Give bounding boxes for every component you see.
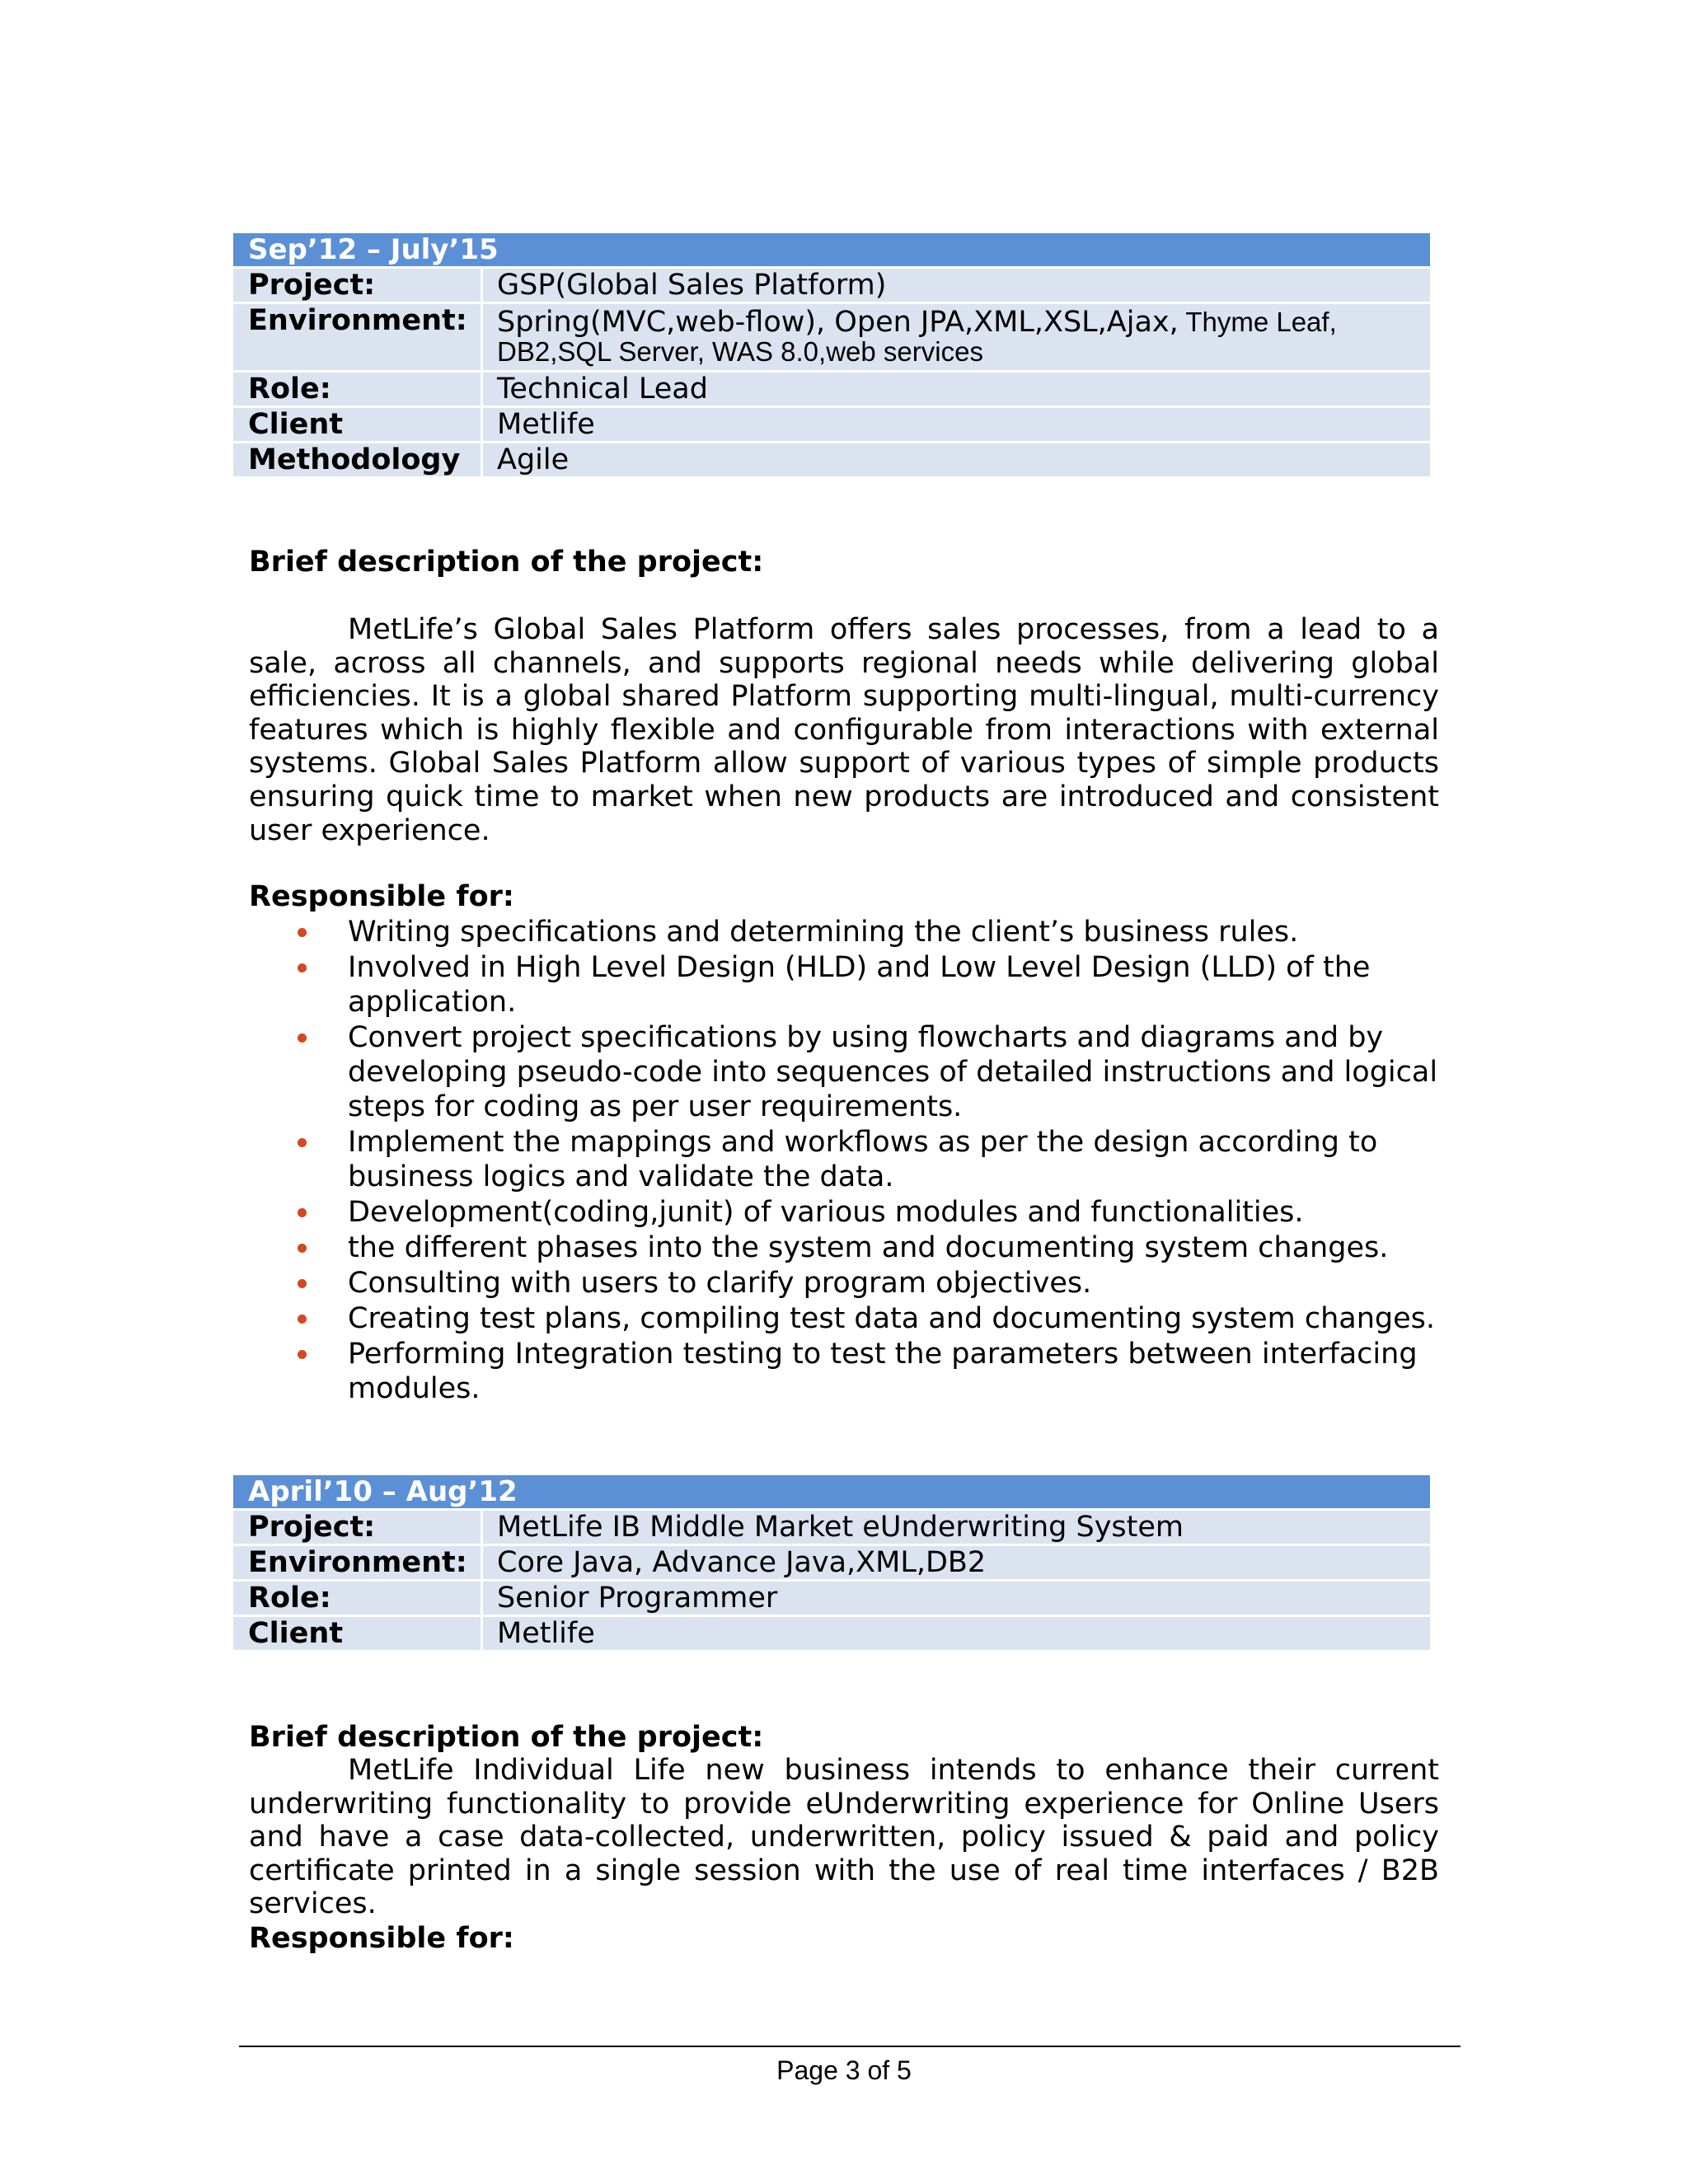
project-row [233,373,1430,405]
project-description [249,1754,1439,1921]
row-value: Metlife [483,408,1430,441]
list-item: Implement the mappings and workflows as per the design according to business logics and validate the data. [249,1125,1439,1194]
row-value: Agile [483,443,1430,476]
bullet-icon [298,928,307,937]
row-label: Project: [233,1511,481,1544]
row-value: MetLife IB Middle Market eUnderwriting System [483,1511,1430,1544]
bullet-icon [298,963,307,972]
environment-line-1: Spring(MVC,web-flow), Open JPA,XML,XSL,Ajax, [497,306,1179,339]
row-value: GSP(Global Sales Platform) [483,269,1430,302]
list-item: Consulting with users to clarify program objectives. [249,1266,1439,1301]
brief-description-heading: Brief description of the project: [249,546,764,579]
page-number: Page 3 of 5 [776,2055,912,2085]
project-row [233,269,1430,302]
row-label: Environment: [233,304,481,370]
row-label: Client [233,408,481,441]
bullet-icon [298,1138,307,1147]
bullet-icon [298,1315,307,1324]
bullet-icon [298,1208,307,1217]
project-description-text: MetLife’s Global Sales Platform offers sales processes, from a lead to a sale, across all channels, and supports regional needs while delivering global efficiencies. It is a global shared Platform supporting multi-lingual, multi-currency features which is highly flexible and configurable from interactions with external systems. Global Sales Platform allow support of various types of simple products ensuring quick time to market when new products are introduced and consistent user experience. [249,613,1439,847]
list-item: the different phases into the system and documenting system changes. [249,1230,1439,1265]
responsibilities-list [249,915,1439,1407]
row-value: Senior Programmer [483,1582,1430,1615]
bullet-icon [298,1279,307,1288]
project-table-1 [233,233,1430,476]
row-value: Core Java, Advance Java,XML,DB2 [483,1546,1430,1579]
project-row [233,304,1430,370]
project-row [233,443,1430,476]
row-value: Metlife [483,1617,1430,1650]
project-row [233,1546,1430,1579]
bullet-icon [298,1350,307,1359]
project-period-header: April’10 – Aug’12 [233,1475,1430,1508]
project-row [233,1511,1430,1544]
footer-divider [239,2046,1461,2047]
row-value [483,304,1430,370]
project-row [233,1617,1430,1650]
environment-line-2: DB2,SQL Server, WAS 8.0,web services [497,336,983,367]
row-label: Role: [233,373,481,405]
row-label: Methodology [233,443,481,476]
list-item: Involved in High Level Design (HLD) and Low Level Design (LLD) of the application. [249,950,1439,1019]
list-item: Writing specifications and determining the client’s business rules. [249,915,1439,949]
row-value: Technical Lead [483,373,1430,405]
brief-description-heading: Brief description of the project: [249,1721,764,1754]
list-item: Performing Integration testing to test the parameters between interfacing modules. [249,1337,1439,1406]
project-description [249,613,1439,847]
row-label: Environment: [233,1546,481,1579]
project-period-header: Sep’12 – July’15 [233,233,1430,266]
row-label: Role: [233,1582,481,1615]
row-label: Project: [233,269,481,302]
list-item: Development(coding,junit) of various modules and functionalities. [249,1195,1439,1230]
project-description-text: MetLife Individual Life new business intends to enhance their current underwriting functionality to provide eUnderwriting experience for Online Users and have a case data-collected, underwritten, policy issued & paid and policy certificate printed in a single session with the use of real time interfaces / B2B services. [249,1754,1439,1921]
project-row [233,408,1430,441]
environment-line-1-tail: Thyme Leaf, [1178,307,1337,337]
list-item: Convert project specifications by using flowcharts and diagrams and by developing pseudo-code into sequences of detailed instructions and logical steps for coding as per user requirements. [249,1020,1439,1124]
bullet-icon [298,1244,307,1253]
responsible-heading: Responsible for: [249,1922,514,1955]
project-table-2 [233,1475,1430,1650]
responsible-heading: Responsible for: [249,880,514,913]
row-label: Client [233,1617,481,1650]
list-item: Creating test plans, compiling test data and documenting system changes. [249,1301,1439,1336]
project-row [233,1582,1430,1615]
bullet-icon [298,1033,307,1043]
